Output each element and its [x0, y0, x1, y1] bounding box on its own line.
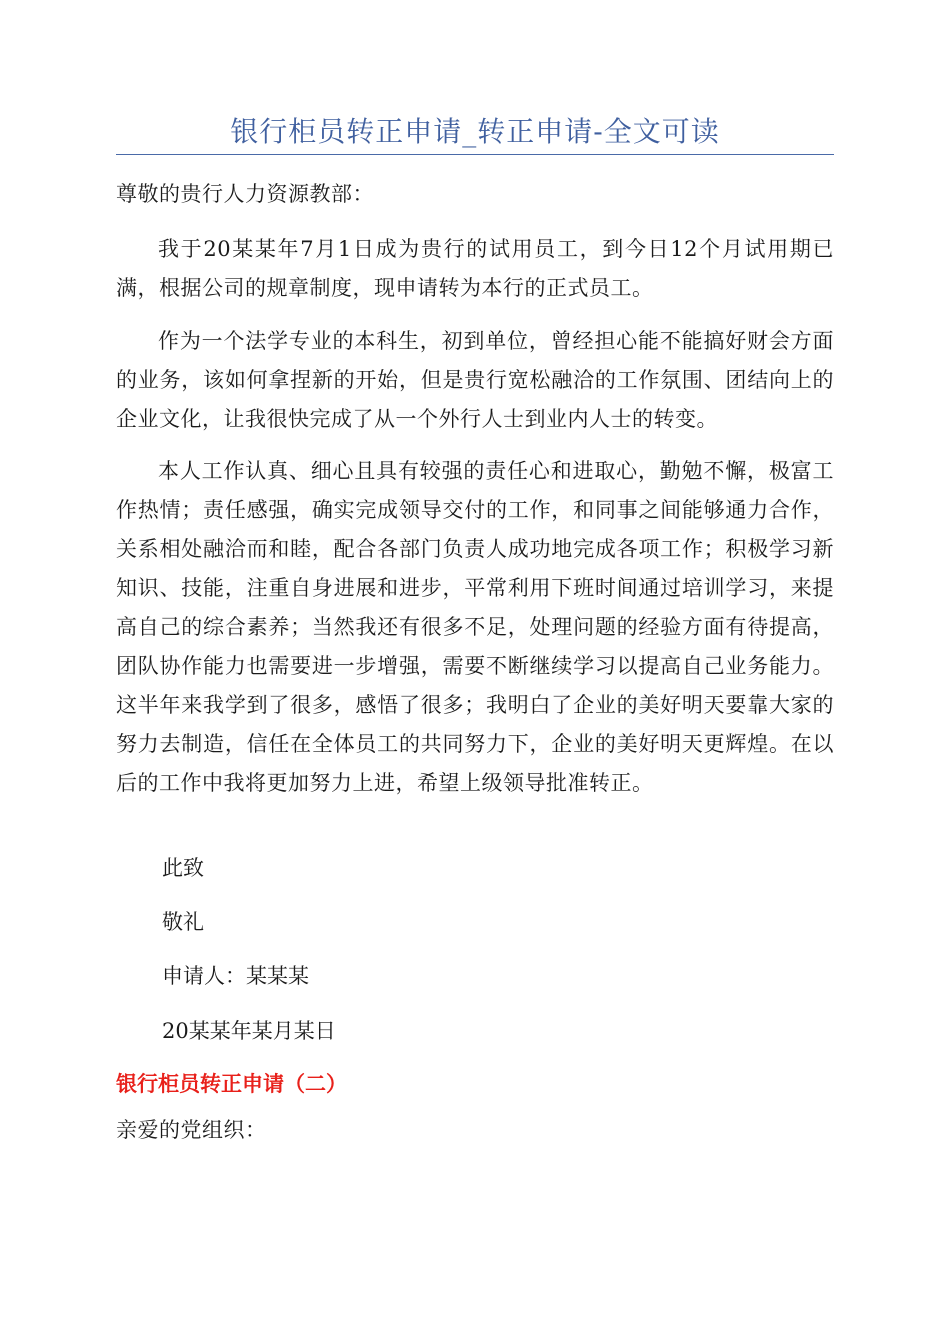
paragraph-1: 我于20某某年7月1日成为贵行的试用员工，到今日12个月试用期已满，根据公司的规章制度，现申请转为本行的正式员工。 — [116, 237, 834, 300]
closing-jingli: 敬礼 — [162, 910, 204, 934]
title-underline — [116, 154, 834, 155]
applicant-line: 申请人：某某某 — [162, 964, 309, 988]
closing-cizhi: 此致 — [162, 856, 204, 880]
section-2-salutation: 亲爱的党组织： — [116, 1118, 267, 1142]
section-2-heading: 银行柜员转正申请（二） — [116, 1072, 347, 1096]
salutation: 尊敬的贵行人力资源教部： — [116, 182, 374, 206]
document-title: 银行柜员转正申请_转正申请-全文可读 — [230, 115, 720, 148]
paragraph-3: 本人工作认真、细心且具有较强的责任心和进取心，勤勉不懈，极富工作热情；责任感强，确实完成领导交付的工作，和同事之间能够通力合作，关系相处融洽而和睦，配合各部门负责人成功地完成各项工作；积极学习新知识、技能，注重自身进展和进步，平常利用下班时间通过培训学习，来提高自己的综合素养；当然我还有很多不足，处理问题的经验方面有待提高，团队协作能力也需要进一步增强，需要不断继续学习以提高自己业务能力。这半年来我学到了很多，感悟了很多；我明白了企业的美好明天要靠大家的努力去制造，信任在全体员工的共同努力下，企业的美好明天更辉煌。在以后的工作中我将更加努力上进，希望上级领导批准转正。 — [116, 459, 834, 795]
date-line: 20某某年某月某日 — [162, 1019, 336, 1043]
paragraph-2: 作为一个法学专业的本科生，初到单位，曾经担心能不能搞好财会方面的业务，该如何拿捏新的开始，但是贵行宽松融洽的工作氛围、团结向上的企业文化，让我很快完成了从一个外行人士到业内人士的转变。 — [116, 329, 834, 431]
